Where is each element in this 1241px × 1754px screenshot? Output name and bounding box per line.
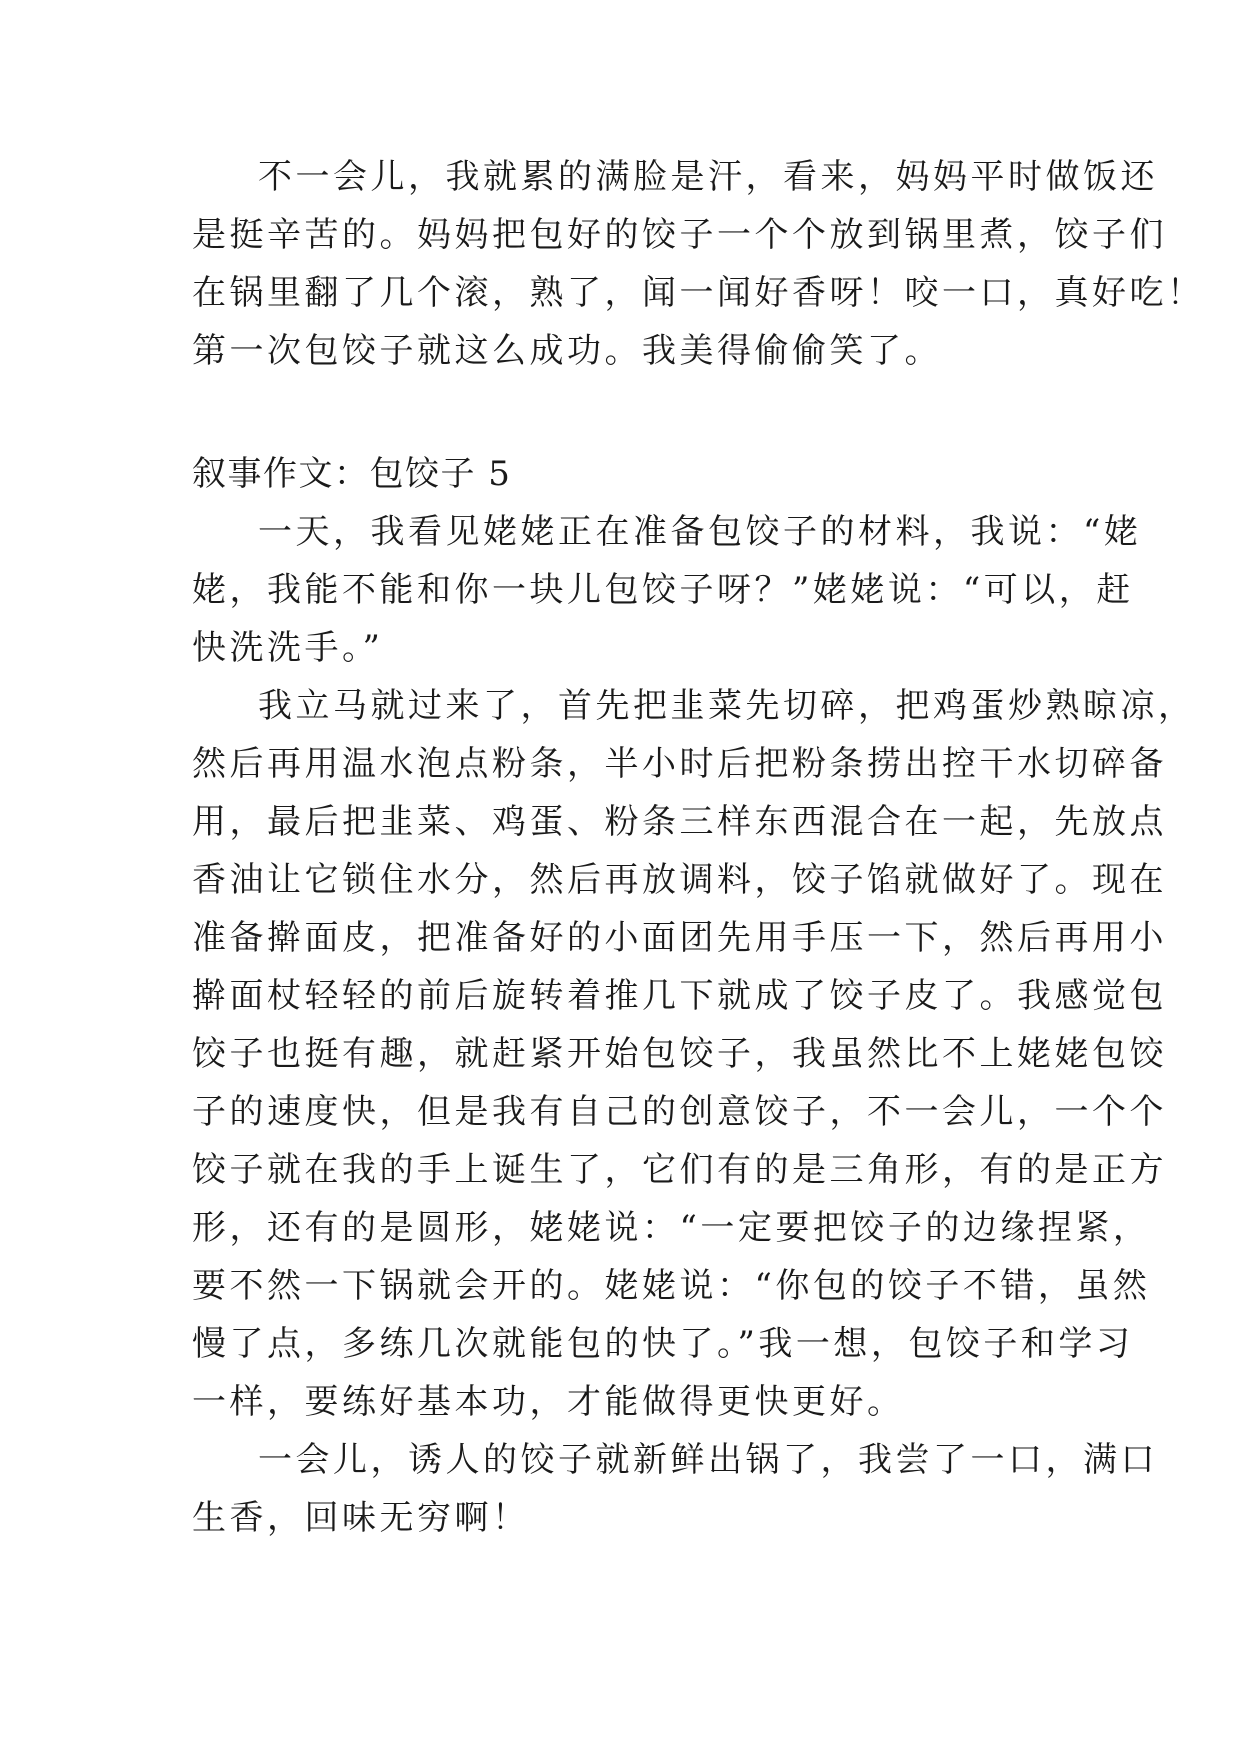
text-line: 饺子就在我的手上诞生了，它们有的是三角形，有的是正方 bbox=[192, 1150, 1167, 1190]
text-line: 是挺辛苦的。妈妈把包好的饺子一个个放到锅里煮，饺子们 bbox=[192, 215, 1167, 255]
text-line: 一会儿，诱人的饺子就新鲜出锅了，我尝了一口，满口 bbox=[258, 1440, 1158, 1480]
text-line: 我立马就过来了，首先把韭菜先切碎，把鸡蛋炒熟晾凉， bbox=[258, 686, 1196, 726]
text-line: 擀面杖轻轻的前后旋转着推几下就成了饺子皮了。我感觉包 bbox=[192, 976, 1167, 1016]
essay-title: 叙事作文：包饺子 5 bbox=[192, 454, 512, 494]
text-line: 准备擀面皮，把准备好的小面团先用手压一下，然后再用小 bbox=[192, 918, 1167, 958]
text-line: 然后再用温水泡点粉条，半小时后把粉条捞出控干水切碎备 bbox=[192, 744, 1167, 784]
text-line: 生香，回味无穷啊！ bbox=[192, 1498, 530, 1538]
text-line: 形，还有的是圆形，姥姥说：“一定要把饺子的边缘捏紧， bbox=[192, 1208, 1151, 1248]
text-line: 用，最后把韭菜、鸡蛋、粉条三样东西混合在一起，先放点 bbox=[192, 802, 1167, 842]
text-line: 不一会儿，我就累的满脸是汗，看来，妈妈平时做饭还 bbox=[258, 157, 1158, 197]
text-line: 快洗洗手。” bbox=[192, 628, 384, 668]
text-line: 第一次包饺子就这么成功。我美得偷偷笑了。 bbox=[192, 331, 942, 371]
text-line: 一样，要练好基本功，才能做得更快更好。 bbox=[192, 1382, 905, 1422]
text-line: 在锅里翻了几个滚，熟了，闻一闻好香呀！咬一口，真好吃！ bbox=[192, 273, 1205, 313]
text-line: 姥，我能不能和你一块儿包饺子呀？”姥姥说：“可以，赶 bbox=[192, 570, 1134, 610]
text-line: 慢了点，多练几次就能包的快了。”我一想，包饺子和学习 bbox=[192, 1324, 1134, 1364]
text-line: 一天，我看见姥姥正在准备包饺子的材料，我说：“姥 bbox=[258, 512, 1142, 552]
text-line: 子的速度快，但是我有自己的创意饺子，不一会儿，一个个 bbox=[192, 1092, 1167, 1132]
text-line: 要不然一下锅就会开的。姥姥说：“你包的饺子不错，虽然 bbox=[192, 1266, 1151, 1306]
text-line: 香油让它锁住水分，然后再放调料，饺子馅就做好了。现在 bbox=[192, 860, 1167, 900]
text-line: 饺子也挺有趣，就赶紧开始包饺子，我虽然比不上姥姥包饺 bbox=[192, 1034, 1167, 1074]
